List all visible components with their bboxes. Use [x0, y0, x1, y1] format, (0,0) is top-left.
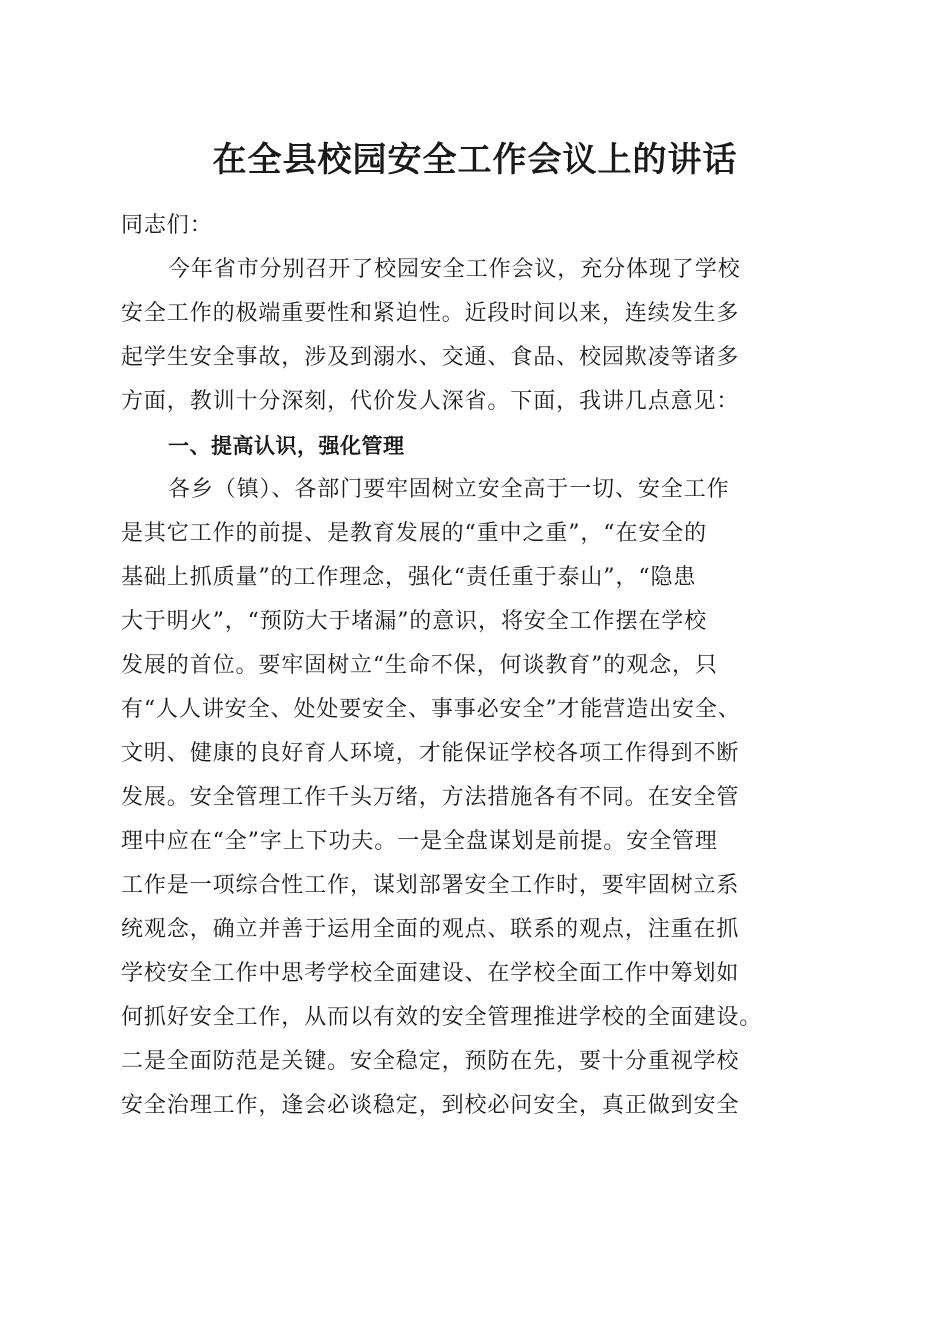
paragraph-line: 有“人人讲安全、处处要安全、事事必安全”才能营造出安全、: [121, 697, 741, 722]
paragraph-line: 工作是一项综合性工作，谋划部署安全工作时，要牢固树立系: [121, 873, 740, 898]
paragraph-line: 发展。安全管理工作千头万绪，方法措施各有不同。在安全管: [121, 785, 740, 810]
paragraph-line: 二是全面防范是关键。安全稳定，预防在先，要十分重视学校: [121, 1049, 740, 1074]
paragraph-line: 统观念，确立并善于运用全面的观点、联系的观点，注重在抓: [121, 917, 740, 942]
paragraph-line: 发展的首位。要牢固树立“生命不保，何谈教育”的观念，只: [121, 653, 718, 678]
paragraph-line: 文明、健康的良好育人环境，才能保证学校各项工作得到不断: [121, 741, 740, 766]
paragraph-line: 理中应在“全”字上下功夫。一是全盘谋划是前提。安全管理: [121, 829, 718, 854]
paragraph-line: 起学生安全事故，涉及到溺水、交通、食品、校园欺凌等诸多: [121, 345, 740, 370]
paragraph-line: 基础上抓质量”的工作理念，强化“责任重于泰山”，“隐患: [121, 565, 697, 590]
paragraph-line: 安全工作的极端重要性和紧迫性。近段时间以来，连续发生多: [121, 301, 740, 326]
document-body: [121, 204, 837, 1128]
paragraph-line: 安全治理工作，逢会必谈稳定，到校必问安全，真正做到安全: [121, 1093, 740, 1118]
paragraph-line: 各乡（镇）、各部门要牢固树立安全高于一切、安全工作: [168, 477, 730, 502]
salutation: 同志们：: [121, 213, 213, 238]
paragraph-line: 大于明火”，“预防大于堵漏”的意识，将安全工作摆在学校: [121, 609, 708, 634]
paragraph-line: 学校安全工作中思考学校全面建设、在学校全面工作中筹划如: [121, 961, 740, 986]
section-heading: 一、提高认识，强化管理: [168, 434, 405, 458]
paragraph-line: 方面，教训十分深刻，代价发人深省。下面，我讲几点意见：: [121, 389, 740, 414]
paragraph-line: 是其它工作的前提、是教育发展的“重中之重”，“在安全的: [121, 521, 708, 546]
paragraph-line: 何抓好安全工作，从而以有效的安全管理推进学校的全面建设。: [121, 1005, 763, 1030]
paragraph-line: 今年省市分别召开了校园安全工作会议，充分体现了学校: [168, 257, 741, 282]
document-title: 在全县校园安全工作会议上的讲话: [212, 140, 738, 180]
